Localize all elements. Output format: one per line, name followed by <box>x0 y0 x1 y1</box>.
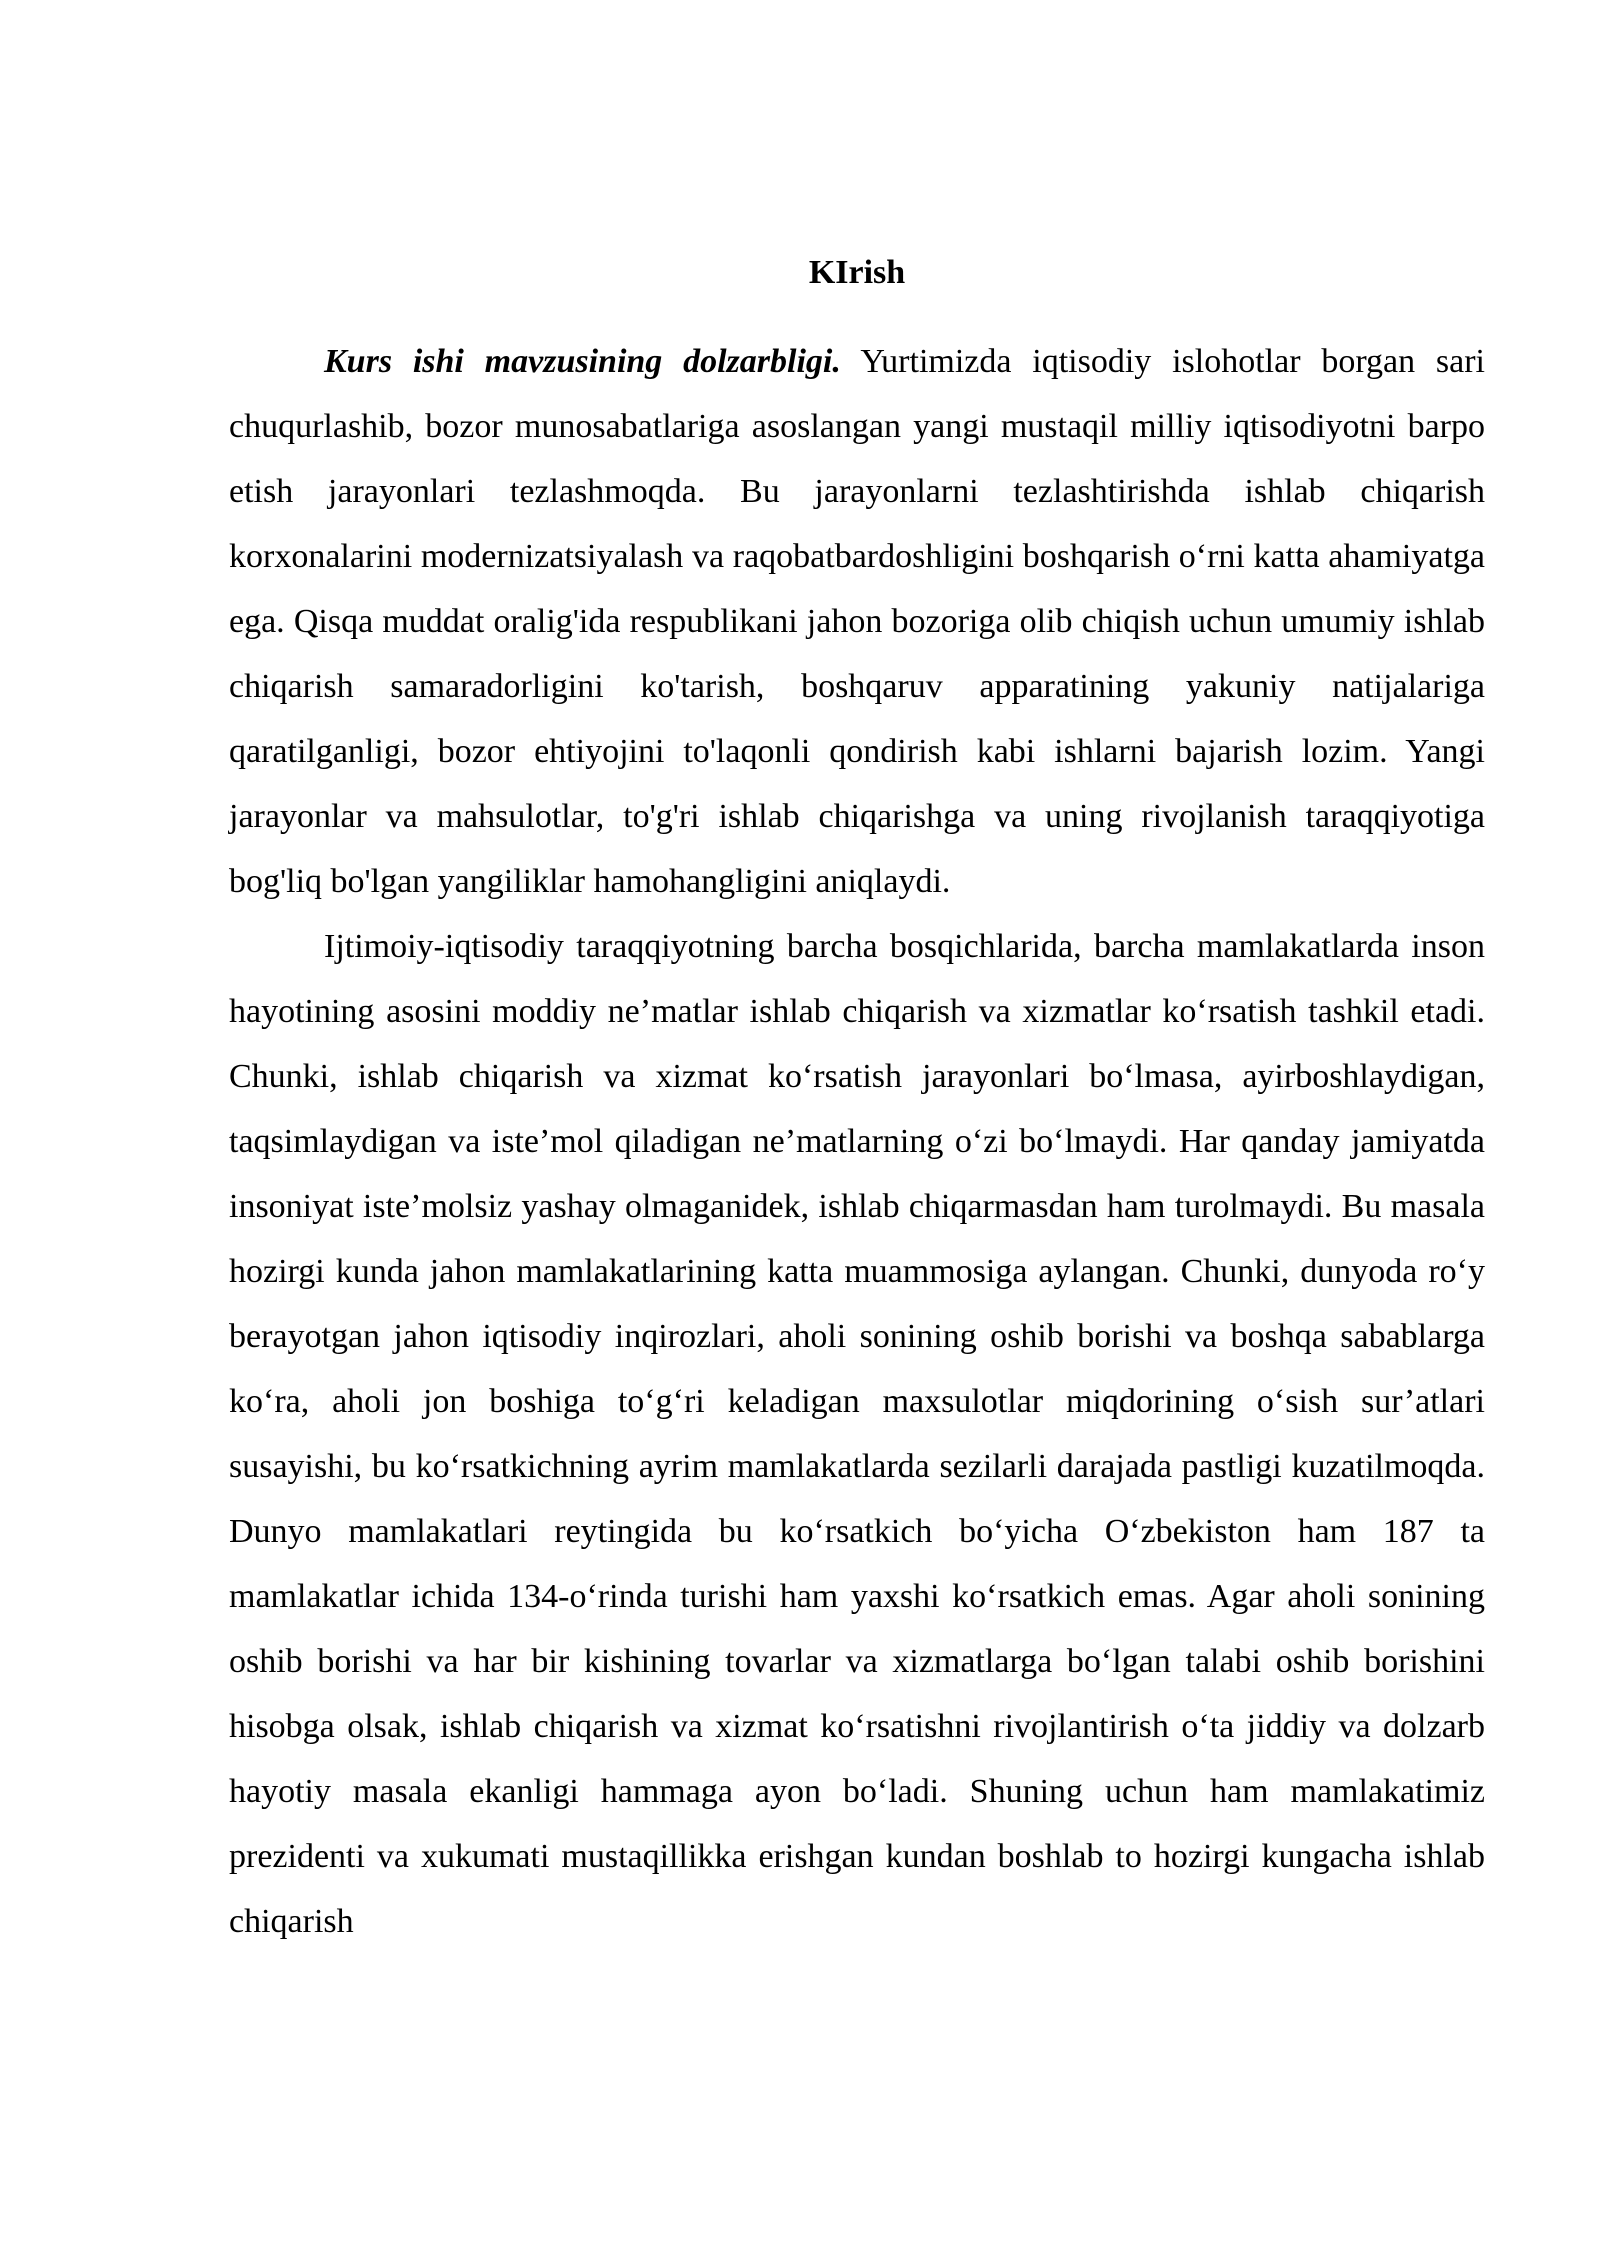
paragraph-socioeconomic: Ijtimoiy-iqtisodiy taraqqiyotning barcha bosqichlarida, barcha mamlakatlarda inson hayotining asosini moddiy ne’matlar ishlab chiqarish va xizmatlar ko‘rsatish tashkil etadi. Chunki, ishlab chiqarish va xizmat ko‘rsatish jarayonlari bo‘lmasa, ayirboshlaydigan, taqsimlaydigan va iste’mol qiladigan ne’matlarning o‘zi bo‘lmaydi. Har qanday jamiyatda insoniyat iste’molsiz yashay olmaganidek, ishlab chiqarmasdan ham turolmaydi. Bu masala hozirgi kunda jahon mamlakatlarining katta muammosiga aylangan. Chunki, dunyoda ro‘y berayotgan jahon iqtisodiy inqirozlari, aholi sonining oshib borishi va boshqa sabablarga ko‘ra, aholi jon boshiga to‘g‘ri keladigan maxsulotlar miqdorining o‘sish sur’atlari susayishi, bu ko‘rsatkichning ayrim mamlakatlarda sezilarli darajada pastligi kuzatilmoqda. Dunyo mamlakatlari reytingida bu ko‘rsatkich bo‘yicha O‘zbekiston ham 187 ta mamlakatlar ichida 134-o‘rinda turishi ham yaxshi ko‘rsatkich emas. Agar aholi sonining oshib borishi va har bir kishining tovarlar va xizmatlarga bo‘lgan talabi oshib borishini hisobga olsak, ishlab chiqarish va xizmat ko‘rsatishni rivojlantirish o‘ta jiddiy va dolzarb hayotiy masala ekanligi hammaga ayon bo‘ladi. Shuning uchun ham mamlakatimiz prezidenti va xukumati mustaqillikka erishgan kundan boshlab to hozirgi kungacha ishlab chiqarish <box>229 928 1485 1940</box>
paragraph-relevance <box>229 329 1485 914</box>
page-title: KIrish <box>808 254 906 291</box>
document-body <box>229 240 1485 1954</box>
paragraph-lead: Kurs ishi mavzusining dolzarbligi. <box>324 343 841 380</box>
paragraph-text: Yurtimizda iqtisodiy islohotlar borgan sari chuqurlashib, bozor munosabatlariga asoslangan yangi mustaqil milliy iqtisodiyotni barpo etish jarayonlari tezlashmoqda. Bu jarayonlarni tezlashtirishda ishlab chiqarish korxonalarini modernizatsiyalash va raqobatbardoshligini boshqarish o‘rni katta ahamiyatga ega. Qisqa muddat oralig'ida respublikani jahon bozoriga olib chiqish uchun umumiy ishlab chiqarish samaradorligini ko'tarish, boshqaruv apparatining yakuniy natijalariga qaratilganligi, bozor ehtiyojini to'laqonli qondirish kabi ishlarni bajarish lozim. Yangi jarayonlar va mahsulotlar, to'g'ri ishlab chiqarishga va uning rivojlanish taraqqiyotiga bog'liq bo'lgan yangiliklar hamohangligini aniqlaydi. <box>229 343 1486 900</box>
